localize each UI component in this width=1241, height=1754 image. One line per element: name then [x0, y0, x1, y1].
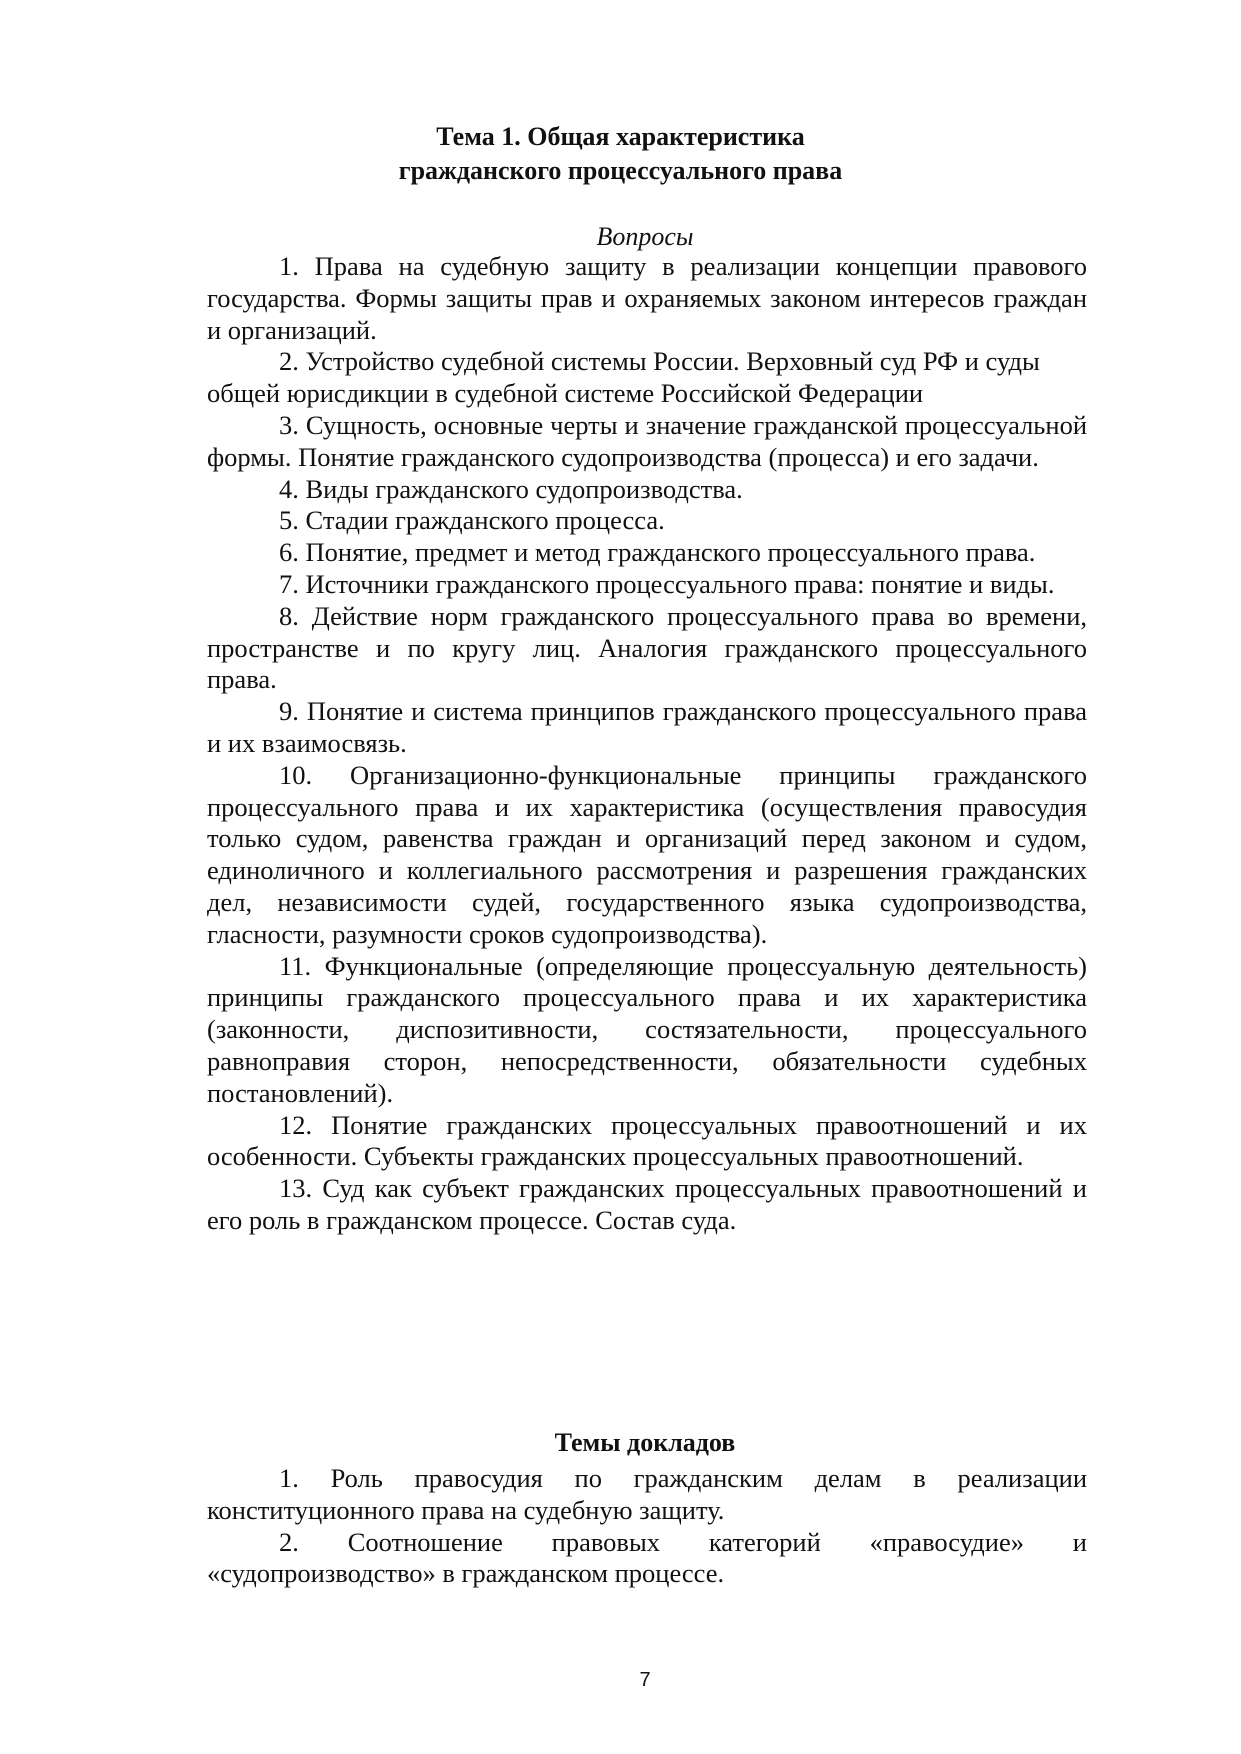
questions-list [207, 251, 1087, 1237]
question-item: 13. Суд как субъект гражданских процессуальных правоотношений и его роль в гражданском процессе. Состав суда. [207, 1173, 1087, 1235]
page-title-line-2: гражданского процессуального права [398, 156, 843, 185]
question-item: 5. Стадии гражданского процесса. [279, 505, 665, 536]
question-item: 8. Действие норм гражданского процессуального права во времени, пространстве и по кругу лиц. Аналогия гражданского процессуального права. [207, 600, 1087, 695]
question-item: 11. Функциональные (определяющие процессуальную деятельность) принципы гражданского процессуального права и их характеристика (законности, диспозитивности, состязательности, процессуального равноправия сторон, непосредственности, обязательности судебных постановлений). [207, 950, 1087, 1108]
page-title-line-1: Тема 1. Общая характеристика [436, 122, 805, 151]
report-item: 2. Соотношение правовых категорий «правосудие» и «судопроизводство» в гражданском процессе. [207, 1526, 1087, 1589]
question-item: 4. Виды гражданского судопроизводства. [279, 473, 743, 504]
page-number: 7 [639, 1669, 651, 1691]
question-item: 9. Понятие и система принципов гражданского процессуального права и их взаимосвязь. [207, 696, 1087, 758]
question-item: 12. Понятие гражданских процессуальных правоотношений и их особенности. Субъекты гражданских процессуальных правоотношений. [207, 1109, 1087, 1172]
reports-heading: Темы докладов [554, 1428, 736, 1457]
question-item: 10. Организационно-функциональные принципы гражданского процессуального права и их характеристика (осуществления правосудия только судом, равенства граждан и организаций перед законом и судом, единоличного и коллегиального рассмотрения и разрешения гражданских дел, независимости судей, государственного языка судопроизводства, гласности, разумности сроков судопроизводства). [207, 759, 1087, 949]
question-item: 6. Понятие, предмет и метод гражданского процессуального права. [279, 537, 1036, 568]
question-item: 2. Устройство судебной системы России. Верховный суд РФ и суды общей юрисдикции в судебной системе Российской Федерации [207, 346, 1040, 409]
report-item: 1. Роль правосудия по гражданским делам в реализации конституционного права на судебную защиту. [207, 1463, 1087, 1525]
question-item: 7. Источники гражданского процессуального права: понятие и виды. [279, 568, 1055, 599]
questions-heading: Вопросы [596, 222, 694, 251]
reports-list [207, 1463, 1087, 1590]
question-item: 3. Сущность, основные черты и значение гражданской процессуальной формы. Понятие гражданского судопроизводства (процесса) и его задачи. [207, 409, 1087, 472]
question-item: 1. Права на судебную защиту в реализации концепции правового государства. Формы защиты прав и охраняемых законом интересов граждан и организаций. [207, 251, 1087, 345]
